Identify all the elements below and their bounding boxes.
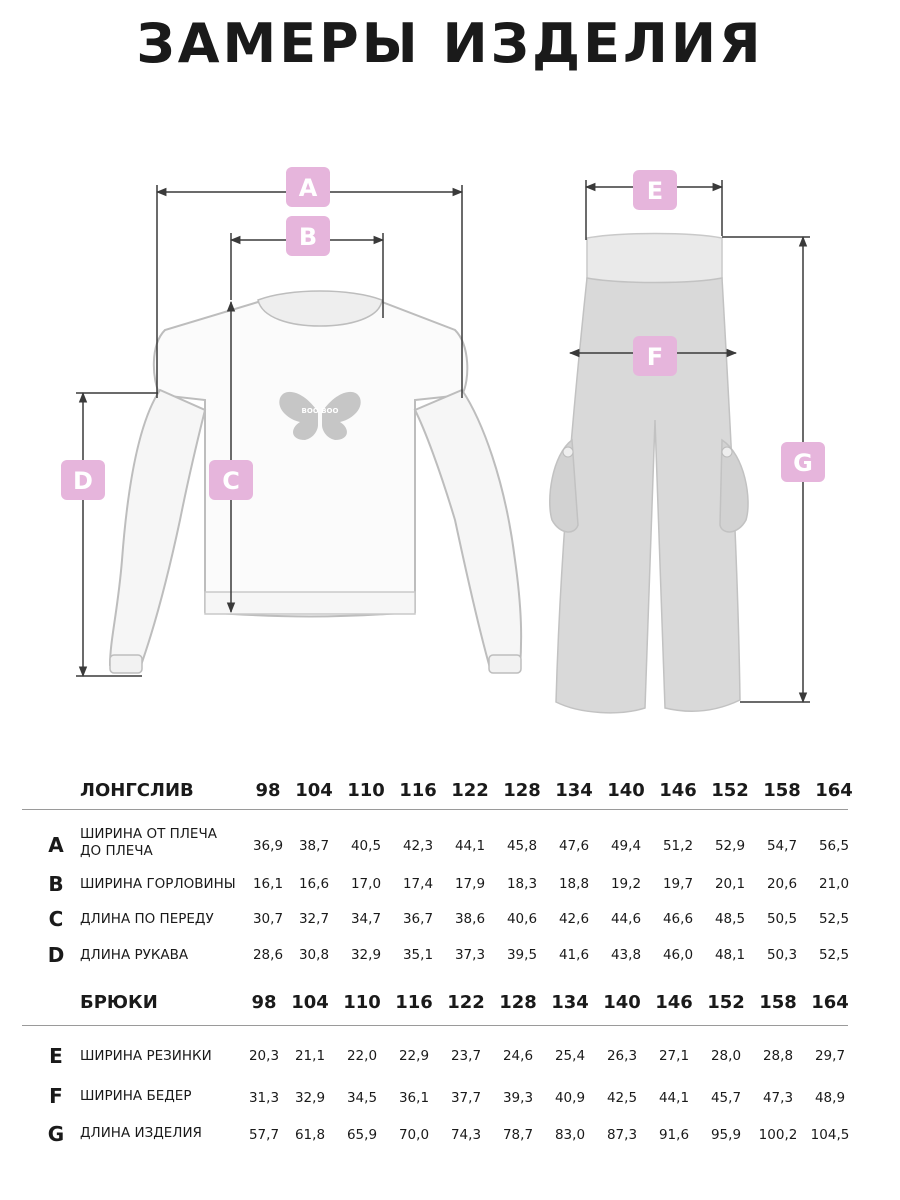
table-cell: 35,1	[402, 947, 434, 963]
badge-e	[633, 170, 677, 210]
table-cell: 44,6	[610, 911, 642, 927]
row-letter: B	[48, 872, 64, 896]
svg-text:F: F	[646, 343, 664, 371]
size-header: 128	[503, 780, 541, 801]
table-cell: 21,1	[294, 1048, 326, 1064]
row-letter: C	[48, 907, 64, 931]
size-header: 128	[499, 992, 537, 1013]
table-row-f	[0, 1082, 900, 1116]
table-cell: 65,9	[346, 1127, 378, 1143]
table-cell: 38,7	[298, 838, 330, 854]
table-cell: 29,7	[814, 1048, 846, 1064]
size-header: 110	[347, 780, 385, 801]
row-label: ШИРИНА БЕДЕР	[80, 1088, 192, 1104]
table-cell: 31,3	[248, 1090, 280, 1106]
row-label: ДЛИНА ПО ПЕРЕДУ	[80, 911, 214, 927]
size-header: 122	[451, 780, 489, 801]
table-cell: 51,2	[662, 838, 694, 854]
table-cell: 45,7	[710, 1090, 742, 1106]
table-cell: 32,7	[298, 911, 330, 927]
table-cell: 32,9	[350, 947, 382, 963]
row-letter: D	[47, 943, 65, 967]
table-cell: 43,8	[610, 947, 642, 963]
svg-text:C: C	[222, 467, 240, 495]
table-cell: 48,5	[714, 911, 746, 927]
table-cell: 42,6	[558, 911, 590, 927]
table-cell: 17,0	[350, 876, 382, 892]
table-cell: 16,6	[298, 876, 330, 892]
sweater-right-cuff	[489, 655, 521, 673]
longsleeve-title: ЛОНГСЛИВ	[80, 780, 194, 801]
table-cell: 21,0	[818, 876, 850, 892]
longsleeve-illustration	[110, 291, 521, 673]
page-title: ЗАМЕРЫ ИЗДЕЛИЯ	[136, 12, 764, 75]
divider	[22, 1025, 848, 1026]
size-header: 122	[447, 992, 485, 1013]
sweater-body	[154, 302, 467, 617]
svg-text:E: E	[646, 177, 664, 205]
pants-title: БРЮКИ	[80, 992, 158, 1013]
row-label: ШИРИНА ГОРЛОВИНЫ	[80, 876, 236, 892]
table-cell: 40,5	[350, 838, 382, 854]
svg-text:B: B	[298, 223, 318, 251]
badge-c	[209, 460, 253, 500]
table-cell: 56,5	[818, 838, 850, 854]
table-cell: 36,7	[402, 911, 434, 927]
table-cell: 40,9	[554, 1090, 586, 1106]
table-cell: 18,8	[558, 876, 590, 892]
print-text: BOO BOO	[301, 407, 339, 415]
table-cell: 48,9	[814, 1090, 846, 1106]
svg-text:G: G	[793, 449, 813, 477]
table-cell: 24,6	[502, 1048, 534, 1064]
table-cell: 46,6	[662, 911, 694, 927]
table-row-a	[0, 826, 900, 866]
table-cell: 28,8	[762, 1048, 794, 1064]
table-cell: 49,4	[610, 838, 642, 854]
table-cell: 20,3	[248, 1048, 280, 1064]
table-cell: 104,5	[810, 1127, 850, 1143]
size-header: 104	[295, 780, 333, 801]
measurement-diagram	[0, 150, 900, 730]
table-cell: 46,0	[662, 947, 694, 963]
row-label-line: ДО ПЛЕЧА	[80, 843, 153, 859]
table-cell: 57,7	[248, 1127, 280, 1143]
table-row-b	[0, 870, 900, 904]
table-row-g	[0, 1120, 900, 1154]
size-header: 164	[811, 992, 849, 1013]
table-cell: 83,0	[554, 1127, 586, 1143]
svg-text:A: A	[298, 174, 318, 202]
table-cell: 20,1	[714, 876, 746, 892]
row-letter: F	[49, 1084, 63, 1108]
size-header: 164	[815, 780, 853, 801]
row-letter: G	[47, 1122, 65, 1146]
table-cell: 22,9	[398, 1048, 430, 1064]
table-cell: 23,7	[450, 1048, 482, 1064]
size-header: 152	[711, 780, 749, 801]
row-label: ШИРИНА РЕЗИНКИ	[80, 1048, 212, 1064]
divider	[22, 809, 848, 810]
table-cell: 18,3	[506, 876, 538, 892]
size-header: 146	[659, 780, 697, 801]
size-header: 104	[291, 992, 329, 1013]
row-letter: A	[48, 833, 64, 857]
table-row-c	[0, 905, 900, 939]
row-label-line: ШИРИНА ОТ ПЛЕЧА	[80, 826, 217, 842]
table-cell: 27,1	[658, 1048, 690, 1064]
size-header: 98	[255, 780, 281, 801]
size-header: 110	[343, 992, 381, 1013]
table-cell: 39,3	[502, 1090, 534, 1106]
size-header: 158	[759, 992, 797, 1013]
table-cell: 47,6	[558, 838, 590, 854]
row-letter: E	[49, 1044, 63, 1068]
table-cell: 26,3	[606, 1048, 638, 1064]
table-cell: 61,8	[294, 1127, 326, 1143]
row-label: ДЛИНА РУКАВА	[80, 947, 189, 963]
table-cell: 34,7	[350, 911, 382, 927]
table-cell: 48,1	[714, 947, 746, 963]
row-label: ДЛИНА ИЗДЕЛИЯ	[80, 1125, 202, 1141]
size-header: 116	[399, 780, 437, 801]
table-cell: 20,6	[766, 876, 798, 892]
size-header: 134	[551, 992, 589, 1013]
table-cell: 28,0	[710, 1048, 742, 1064]
size-header: 152	[707, 992, 745, 1013]
table-cell: 52,9	[714, 838, 746, 854]
table-cell: 42,3	[402, 838, 434, 854]
table-cell: 44,1	[658, 1090, 690, 1106]
table-cell: 38,6	[454, 911, 486, 927]
table-cell: 52,5	[818, 947, 850, 963]
table-cell: 41,6	[558, 947, 590, 963]
pants-illustration	[550, 234, 748, 713]
size-header: 116	[395, 992, 433, 1013]
sweater-right-sleeve	[415, 390, 521, 668]
sweater-hem	[205, 592, 415, 614]
table-cell: 87,3	[606, 1127, 638, 1143]
table-cell: 22,0	[346, 1048, 378, 1064]
badge-a	[286, 167, 330, 207]
table-cell: 50,3	[766, 947, 798, 963]
pants-right-button	[722, 447, 732, 457]
table-cell: 25,4	[554, 1048, 586, 1064]
sweater-left-sleeve	[110, 390, 205, 668]
badge-f	[633, 336, 677, 376]
sweater-left-cuff	[110, 655, 142, 673]
table-cell: 74,3	[450, 1127, 482, 1143]
longsleeve-header-row	[0, 774, 900, 808]
table-cell: 30,8	[298, 947, 330, 963]
table-cell: 19,2	[610, 876, 642, 892]
table-cell: 39,5	[506, 947, 538, 963]
svg-text:D: D	[73, 467, 93, 495]
table-cell: 36,1	[398, 1090, 430, 1106]
table-cell: 17,4	[402, 876, 434, 892]
size-header: 140	[603, 992, 641, 1013]
badge-b	[286, 216, 330, 256]
table-cell: 40,6	[506, 911, 538, 927]
table-cell: 78,7	[502, 1127, 534, 1143]
table-cell: 28,6	[252, 947, 284, 963]
pants-waistband	[587, 234, 722, 284]
size-header: 98	[251, 992, 277, 1013]
table-cell: 100,2	[758, 1127, 798, 1143]
table-cell: 54,7	[766, 838, 798, 854]
table-cell: 36,9	[252, 838, 284, 854]
table-cell: 91,6	[658, 1127, 690, 1143]
table-cell: 37,7	[450, 1090, 482, 1106]
size-header: 134	[555, 780, 593, 801]
table-cell: 37,3	[454, 947, 486, 963]
table-cell: 34,5	[346, 1090, 378, 1106]
table-cell: 32,9	[294, 1090, 326, 1106]
table-row-d	[0, 941, 900, 975]
table-cell: 17,9	[454, 876, 486, 892]
badge-g	[781, 442, 825, 482]
table-cell: 44,1	[454, 838, 486, 854]
table-cell: 50,5	[766, 911, 798, 927]
table-cell: 95,9	[710, 1127, 742, 1143]
table-cell: 42,5	[606, 1090, 638, 1106]
size-header: 140	[607, 780, 645, 801]
table-cell: 16,1	[252, 876, 284, 892]
badge-d	[61, 460, 105, 500]
pants-left-button	[563, 447, 573, 457]
size-header: 158	[763, 780, 801, 801]
table-cell: 19,7	[662, 876, 694, 892]
table-cell: 45,8	[506, 838, 538, 854]
table-cell: 52,5	[818, 911, 850, 927]
table-cell: 70,0	[398, 1127, 430, 1143]
table-row-e	[0, 1042, 900, 1076]
table-cell: 47,3	[762, 1090, 794, 1106]
row-label	[80, 826, 217, 860]
pants-header-row	[0, 986, 900, 1020]
size-header: 146	[655, 992, 693, 1013]
table-cell: 30,7	[252, 911, 284, 927]
